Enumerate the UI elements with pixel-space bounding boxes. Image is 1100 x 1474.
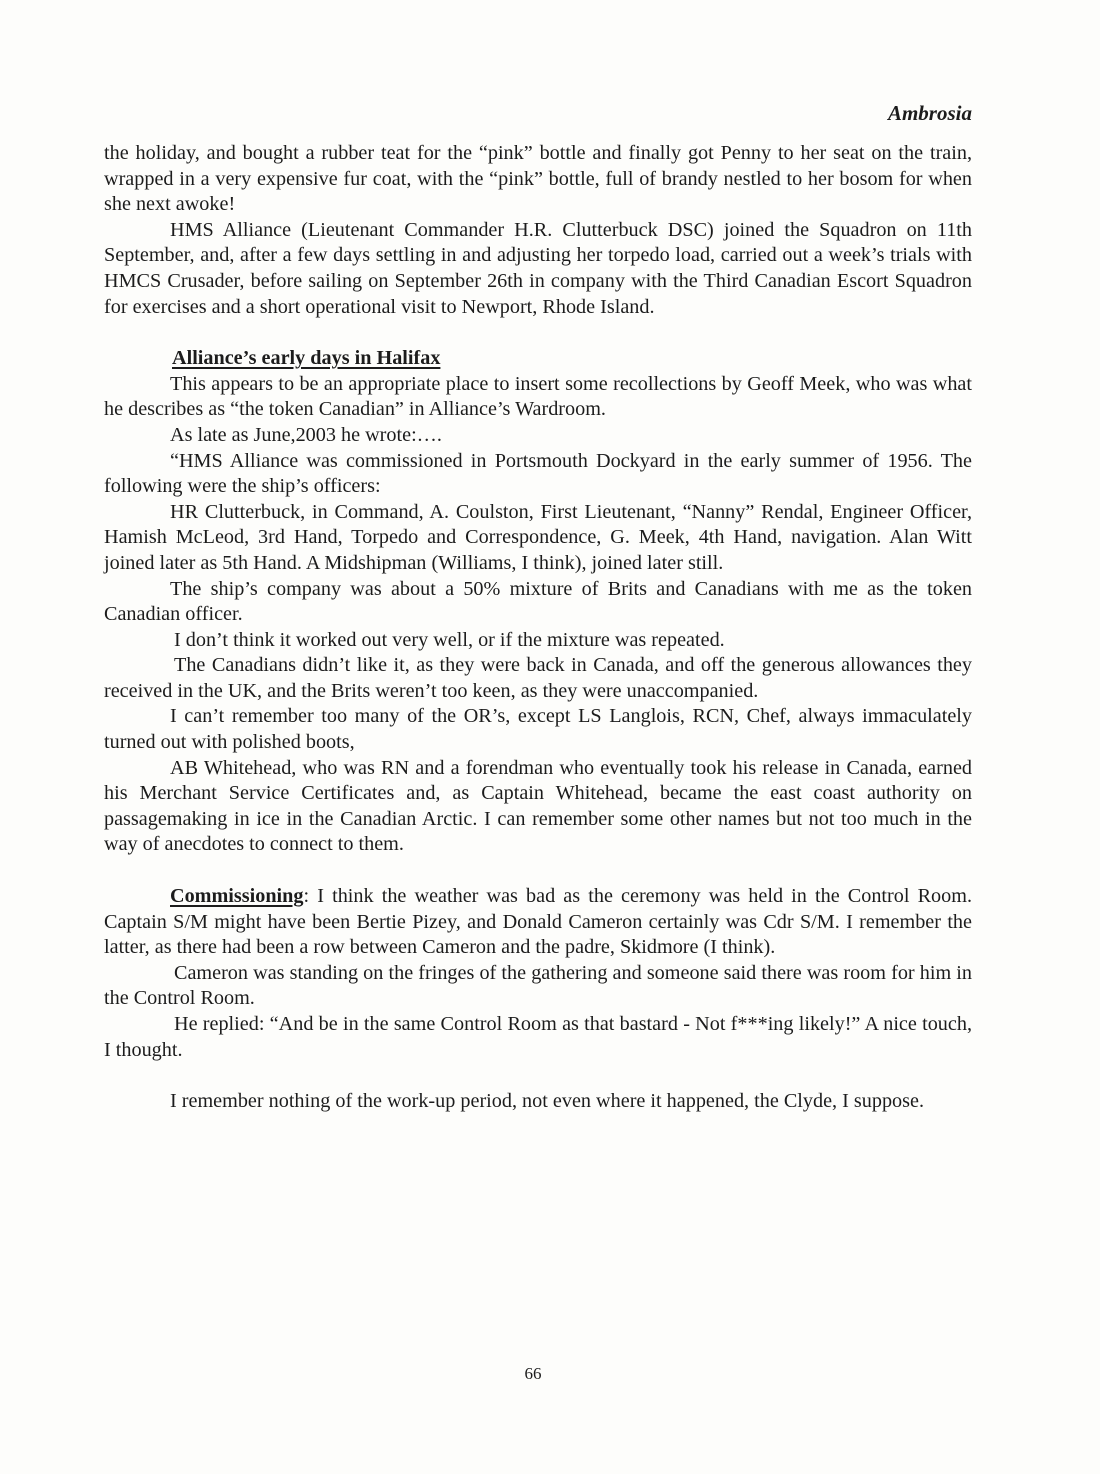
paragraph: AB Whitehead, who was RN and a forendman who eventually took his release in Canada, earned his Merchant Service Certificates and, as Captain Whitehead, became the east coast authority on passagemaking in ice in the Canadian Arctic. I can remember some other names but not too much in the way of anecdotes to connect to them.	[104, 756, 972, 856]
section-gap	[104, 1063, 972, 1089]
paragraph: The Canadians didn’t like it, as they were back in Canada, and off the generous allowances they received in the UK, and the Brits weren’t too keen, as they were unaccompanied.	[104, 654, 972, 702]
section-gap	[104, 320, 972, 346]
section-heading: Alliance’s early days in Halifax	[172, 347, 441, 370]
paragraph: This appears to be an appropriate place to insert some recollections by Geoff Meek, who was what he describes as “the token Canadian” in Alliance’s Wardroom.	[104, 372, 972, 421]
paragraph	[104, 884, 972, 961]
page-body	[104, 141, 972, 1115]
paragraph-text: : I think the weather was bad as the ceremony was held in the Control Room. Captain S/M might have been Bertie Pizey, and Donald Cameron certainly was Cdr S/M. I remember the latter, as there had been a row between Cameron and the padre, Skidmore (I think).	[104, 885, 972, 959]
paragraph: HMS Alliance (Lieutenant Commander H.R. Clutterbuck DSC) joined the Squadron on 11th September, and, after a few days settling in and adjusting her torpedo load, carried out a week’s trials with HMCS Crusader, before sailing on September 26th in company with the Third Canadian Escort Squadron for exercises and a short operational visit to Newport, Rhode Island.	[104, 218, 972, 318]
page-number: 66	[524, 1364, 542, 1383]
section-gap	[104, 858, 972, 884]
paragraph: As late as June,2003 he wrote:….	[170, 423, 442, 446]
paragraph: The ship’s company was about a 50% mixture of Brits and Canadians with me as the token Canadian officer.	[104, 577, 972, 626]
paragraph: I remember nothing of the work-up period, not even where it happened, the Clyde, I suppose.	[170, 1090, 925, 1113]
paragraph: HR Clutterbuck, in Command, A. Coulston, First Lieutenant, “Nanny” Rendal, Engineer Officer, Hamish McLeod, 3rd Hand, Torpedo and Correspondence, G. Meek, 4th Hand, navigation. Alan Witt joined later as 5th Hand. A Midshipman (Williams, I think), joined later still.	[104, 500, 972, 574]
running-header-title: Ambrosia	[887, 101, 972, 125]
paragraph: “HMS Alliance was commissioned in Portsmouth Dockyard in the early summer of 1956. The following were the ship’s officers:	[104, 449, 972, 498]
section-heading-inline: Commissioning	[170, 885, 304, 908]
paragraph: I can’t remember too many of the OR’s, except LS Langlois, RCN, Chef, always immaculately turned out with polished boots,	[104, 705, 972, 754]
paragraph: He replied: “And be in the same Control Room as that bastard - Not f***ing likely!” A nice touch, I thought.	[104, 1013, 972, 1061]
paragraph: I don’t think it worked out very well, or if the mixture was repeated.	[174, 628, 725, 651]
paragraph: Cameron was standing on the fringes of the gathering and someone said there was room for him in the Control Room.	[104, 961, 972, 1010]
paragraph: the holiday, and bought a rubber teat for the “pink” bottle and finally got Penny to her seat on the train, wrapped in a very expensive fur coat, with the “pink” bottle, full of brandy nestled to her bosom for when she next awoke!	[104, 142, 972, 216]
